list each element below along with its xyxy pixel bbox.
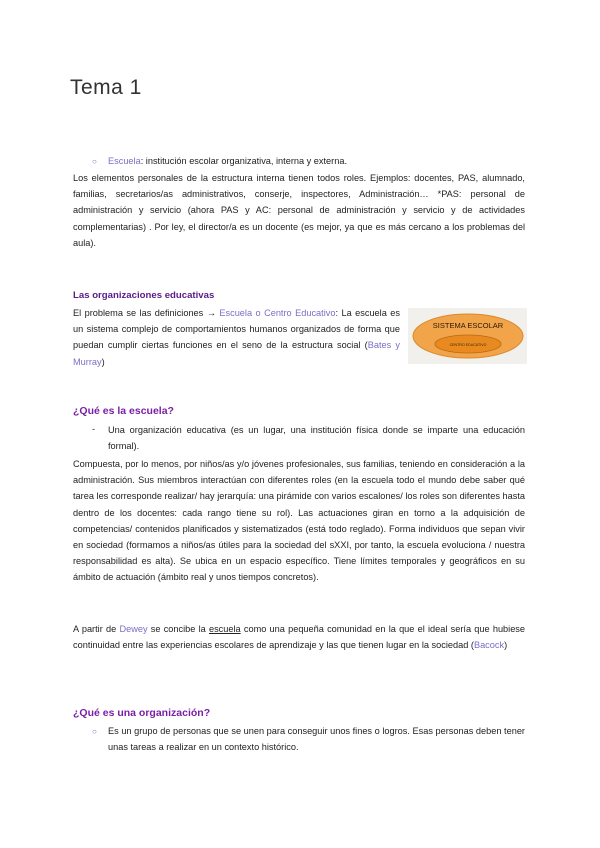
page-title: Tema 1 (70, 76, 142, 99)
heading-que-es-una-organizacion: ¿Qué es una organización? (73, 707, 211, 719)
escuela-paragraph: Compuesta, por lo menos, por niños/as y/o jóvenes profesionales, sus familias, teniendo en consideración a la administración. Sus miembros interactúan con diferentes roles (en la escuela todo el mundo debe saber qué tarea les corresponde realizar/ hay jerarquía: una pirámide con varios escalones/ los roles son diferentes hasta dentro de los docentes: cada rango tiene su rol). Las actuaciones giran en torno a la adquisición de competencias/ contenidos planificados y sistematizados (está todo reglado). Forma individuos que sepan vivir en sociedad (formamos a niños/as útiles para la sociedad del sXXI, por tanto, la escuela evoluciona / nuestra responsabilidad es alta). Se ubica en un espacio específico. Tiene límites temporales y geográficos en su ámbito de actuación (ámbito real y unos tiempos concretos). (73, 459, 525, 583)
dewey-paragraph (73, 621, 525, 653)
dewey-text-a: A partir de (73, 624, 120, 634)
escuela-term: Escuela (108, 156, 141, 166)
dewey-text-c: como una pequeña comunidad en la que el ideal sería que hubiese continuidad entre las experiencias escolares de aprendizaje y las que tienen lugar en la sociedad ( (73, 624, 526, 651)
circle-bullet-icon: ○ (92, 157, 97, 166)
sistema-escolar-label: SISTEMA ESCOLAR (432, 321, 504, 330)
roles-paragraph: Los elementos personales de la estructura interna tienen todos roles. Ejemplos: docentes, PAS, alumnado, familias, secretarios/as administrativos, conserje, inspectores, Administración… *PAS: personal de administración y servicio (ahora PAS y AC: personal de administración y servicio y de actividades complementarias) . Por ley, el director/a es un docente (es mejor, ya que es más cercano a los problemas del aula). (73, 173, 525, 248)
escuela-bullet: Una organización educativa (es un lugar, una institución física donde se imparte una educación formal). (108, 425, 525, 452)
organizacion-bullet: Es un grupo de personas que se unen para conseguir unos fines o logros. Esas personas deben tener unas tareas a realizar en un contexto histórico. (108, 726, 525, 753)
escuela-centro-link: Escuela o Centro Educativo (219, 308, 336, 318)
bates-murray-citation: Bates y Murray (73, 340, 401, 367)
organizaciones-text-c: ) (101, 356, 105, 367)
bacock-citation: Bacock (473, 640, 505, 651)
escuela-definition (108, 153, 528, 169)
organizaciones-text-b: : La escuela es un sistema complejo de comportamientos humanos organizados de forma que puedan cumplir ciertas funciones en el seno de la estructura social ( (73, 308, 400, 351)
dewey-text-d: ) (504, 640, 508, 651)
dash-bullet-icon: - (92, 424, 95, 434)
escuela-underlined: escuela (208, 624, 241, 634)
heading-organizaciones-educativas: Las organizaciones educativas (73, 290, 215, 301)
organizaciones-paragraph (73, 305, 400, 370)
organizaciones-text-a: El problema se las definiciones → (73, 308, 220, 318)
circle-bullet-icon: ○ (92, 727, 97, 736)
escuela-definition-text: : institución escolar organizativa, interna y externa. (140, 156, 348, 166)
dewey-citation: Dewey (119, 624, 148, 634)
centro-educativo-label: CENTRO EDUCATIVO (449, 343, 487, 347)
dewey-text-b: se concibe la (147, 624, 209, 634)
heading-que-es-la-escuela: ¿Qué es la escuela? (73, 405, 174, 417)
sistema-escolar-diagram (408, 308, 527, 364)
